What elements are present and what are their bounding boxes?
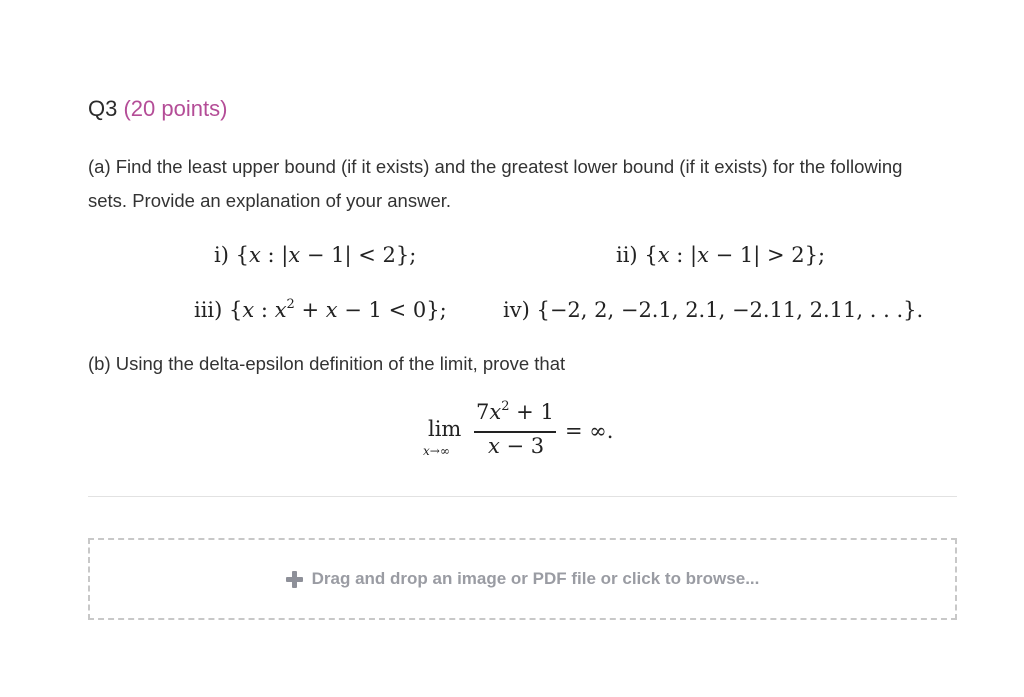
dropzone-label[interactable]: Drag and drop an image or PDF file or click to browse... bbox=[311, 569, 760, 588]
set-iii-label: iii) bbox=[194, 298, 223, 322]
question-points: (20 points) bbox=[123, 96, 228, 121]
question-label: Q3 bbox=[88, 96, 118, 121]
set-i-open: { bbox=[235, 243, 249, 267]
set-i-close: − 1| < 2}; bbox=[300, 243, 417, 267]
set-i bbox=[214, 241, 416, 269]
set-iii-var3: x bbox=[325, 298, 338, 322]
set-iii-open: { bbox=[229, 298, 243, 322]
numerator-exponent: 2 bbox=[501, 399, 510, 414]
set-iv-label: iv) bbox=[503, 298, 530, 322]
set-i-mid: : | bbox=[260, 243, 289, 267]
set-ii-mid: : | bbox=[669, 243, 698, 267]
set-iii-mid: : bbox=[254, 298, 275, 322]
set-iv bbox=[503, 296, 923, 324]
set-ii-close: − 1| > 2}; bbox=[708, 243, 826, 267]
set-ii-label: ii) bbox=[616, 243, 638, 267]
part-a-prompt: (a) Find the least upper bound (if it exists) and the greatest lower bound (if it exists) for the following sets. Provide an explanation of your answer. bbox=[88, 156, 903, 211]
limit-result: = ∞. bbox=[565, 419, 614, 443]
numerator-var: x bbox=[489, 400, 502, 424]
file-upload-dropzone[interactable] bbox=[88, 538, 957, 620]
fraction-denominator bbox=[488, 434, 544, 458]
question-header bbox=[88, 95, 227, 123]
lim-subscript: x→∞ bbox=[423, 444, 450, 458]
set-iii-plus: + bbox=[294, 298, 326, 322]
fraction-numerator bbox=[476, 400, 554, 424]
part-b-prompt: (b) Using the delta-epsilon definition of the limit, prove that bbox=[88, 353, 566, 374]
lim-operator: lim bbox=[428, 417, 462, 441]
set-iii-close: − 1 < 0}; bbox=[337, 298, 447, 322]
set-ii-var: x bbox=[657, 243, 670, 267]
set-iii bbox=[194, 296, 447, 328]
set-iii-var2: x bbox=[274, 298, 287, 322]
set-iii-exponent: 2 bbox=[286, 297, 295, 312]
set-i-var: x bbox=[248, 243, 261, 267]
section-divider bbox=[88, 496, 957, 497]
set-iv-body: {−2, 2, −2.1, 2.1, −2.11, 2.11, . . .}. bbox=[536, 298, 924, 322]
denominator-tail: − 3 bbox=[499, 434, 545, 458]
set-ii-var2: x bbox=[697, 243, 709, 267]
fraction-bar bbox=[474, 431, 556, 433]
set-ii-open: { bbox=[644, 243, 658, 267]
dropzone-content[interactable] bbox=[286, 569, 760, 589]
set-i-label: i) bbox=[214, 243, 229, 267]
plus-icon bbox=[286, 571, 303, 588]
set-i-var2: x bbox=[288, 243, 301, 267]
set-ii bbox=[616, 241, 825, 269]
denominator-var: x bbox=[488, 434, 500, 458]
numerator-coefficient: 7 bbox=[476, 400, 490, 424]
set-iii-var: x bbox=[242, 298, 255, 322]
limit-expression bbox=[420, 400, 640, 462]
numerator-tail: + 1 bbox=[509, 400, 554, 424]
